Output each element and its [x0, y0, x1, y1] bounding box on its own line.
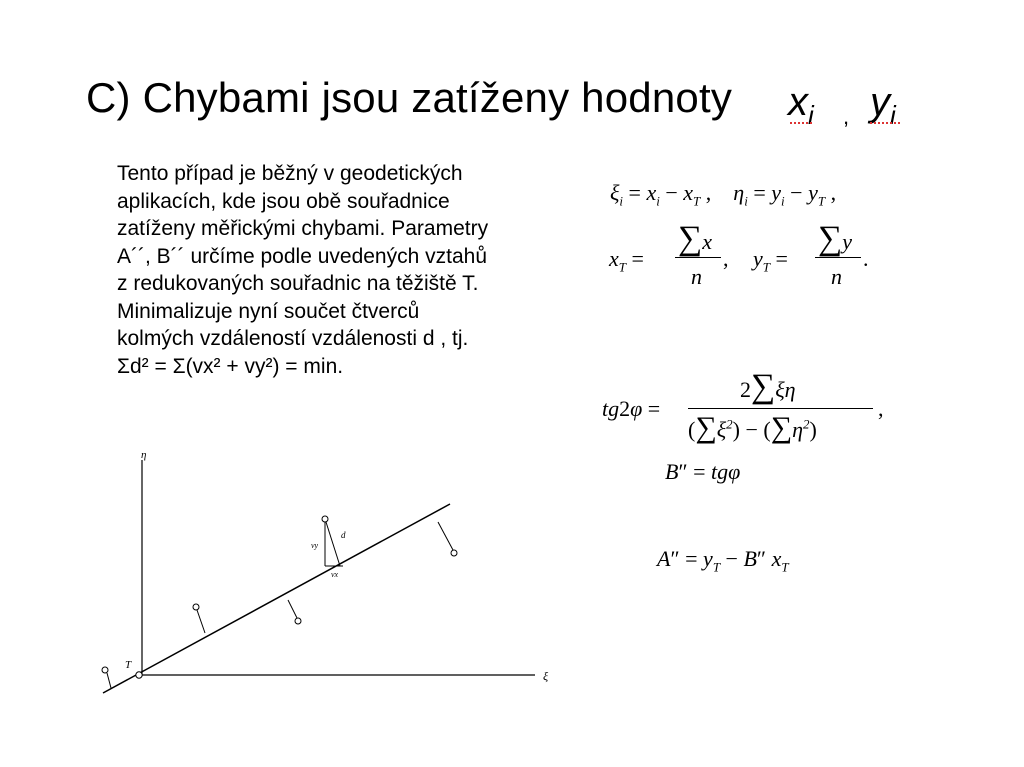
formula-centroid: $x_T$ = ∑x n , $y_T$ = ∑y n .: [609, 220, 869, 289]
xi-axis-label: ξ: [543, 669, 549, 683]
formula-reduced-coordinates: $\xi_i = x_i - x_T$ , $\eta_i = y_i - y_T$ ,: [610, 180, 837, 209]
title-var-x: $x_i$: [788, 80, 814, 130]
paragraph-line: z redukovaných souřadnic na těžiště T.: [117, 272, 479, 295]
body-paragraph: [117, 160, 587, 380]
regression-diagram: [95, 440, 565, 700]
spellcheck-underline-y: [870, 118, 900, 124]
regression-line: [103, 504, 450, 693]
data-point: [102, 667, 111, 688]
paragraph-line: kolmých vzdáleností vzdálenosti d , tj.: [117, 327, 469, 350]
paragraph-line: Minimalizuje nyní součet čtverců: [117, 299, 420, 323]
centroid-point: [136, 672, 142, 678]
centroid-label: T: [125, 659, 132, 671]
paragraph-line: Tento případ je běžný v geodetických: [117, 162, 463, 185]
title-var-y: $y_i$: [870, 80, 896, 130]
data-point: [288, 600, 301, 624]
spellcheck-underline-x: [790, 118, 812, 124]
formula-b-param: B″ = tgφ: [665, 459, 741, 484]
formula-a-param: $A'' = y_T - B''$ $x_T$: [657, 546, 789, 575]
vy-label: vy: [311, 541, 319, 550]
paragraph-line: A´´, B´´ určíme podle uvedených vztahů: [117, 244, 488, 268]
eta-axis-label: η: [141, 449, 147, 461]
d-label: d: [341, 530, 346, 540]
data-point: [438, 522, 457, 556]
paragraph-line: zatíženy měřickými chybami. Parametry: [117, 217, 489, 240]
paragraph-line: aplikacích, kde jsou obě souřadnice: [117, 189, 450, 213]
vx-label: vx: [331, 570, 339, 579]
formula-tg2phi: tg2φ = 2∑ξη $(\sum\xi^2) - (\sum\eta^2)$ ,: [602, 368, 884, 444]
data-point: [193, 604, 205, 633]
paragraph-line: Σd² = Σ(vx² + vy²) = min.: [117, 354, 344, 378]
slide-title: C) Chybami jsou zatíženy hodnoty: [86, 74, 733, 121]
title-comma: ,: [843, 104, 850, 129]
